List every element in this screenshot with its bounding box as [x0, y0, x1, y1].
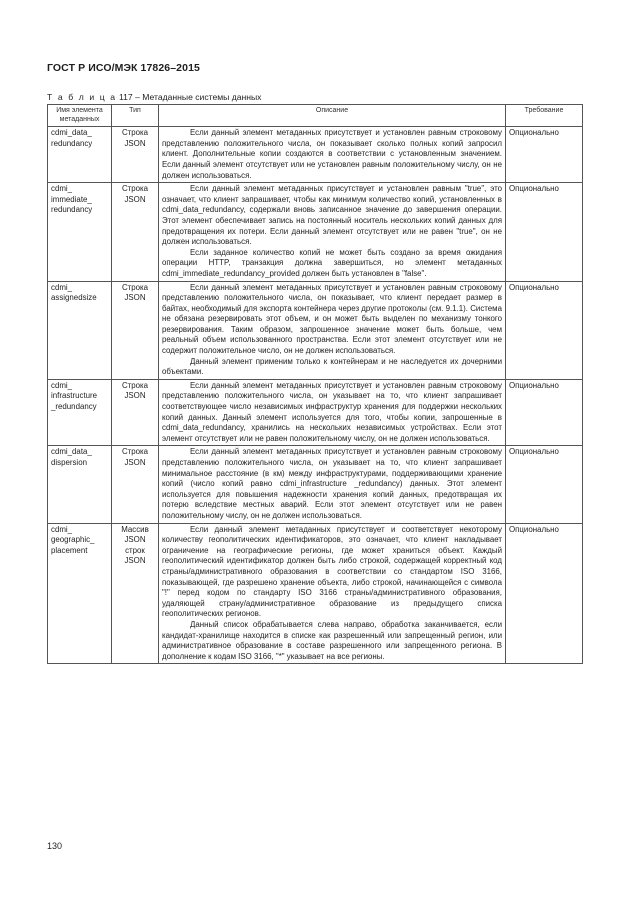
description-paragraph: Если данный элемент метаданных присутствует и установлен равным строковому представлению положительного числа, он указывает на то, что клиент запрашивает соответствующее число независимых инфраструктур хранения для поддержки нескольких копий данных. Данный элемент используется для того, чтобы копии, запрошенные в cdmi_data_redundancy, хранились на нескольких независимых устройствах. Если этот элемент отсутствует или не равен положительному числу, он не должен использоваться. — [162, 380, 502, 443]
table-row — [48, 281, 583, 379]
column-header-description: Описание — [159, 105, 506, 127]
element-requirement: Опционально — [506, 281, 583, 379]
element-description — [159, 281, 506, 379]
table-caption-label: Т а б л и ц а — [47, 92, 117, 102]
description-paragraph: Если данный элемент метаданных присутствует и соответствует некоторому количеству геополитических идентификаторов, это означает, что клиент накладывает ограничение на географические регионы, где может храниться объект. Каждый геополитический идентификатор должен быть либо строкой, содержащей корректный код страны/административного образования в соответствии со стандартом ISO 3166, показывающей, где разрешено хранение объекта, либо строкой, начинающейся с символа "!" перед кодом по стандарту ISO 3166 страны/административного образования, удаляющей страну/административное образование из предыдущего списка геополитических регионов. — [162, 524, 502, 619]
page-number: 130 — [47, 841, 63, 851]
metadata-table — [47, 104, 583, 664]
column-header-requirement: Требование — [506, 105, 583, 127]
element-type: Строка JSON — [112, 183, 159, 281]
element-type: Массив JSON строк JSON — [112, 523, 159, 664]
element-requirement: Опционально — [506, 446, 583, 523]
description-paragraph: Если данный элемент метаданных присутствует и установлен равным строковому представлению положительного числа, он показывает, что клиент передает размер в байтах, необходимый для экспорта контейнера через другие протоколы (см. 9.1.1). Система не обязана резервировать этот объем, и он может быть выделен по механизму тонкого резервирования. Таким образом, запрошенное значение может быть больше, чем реальный объем использованного пространства. Если этот элемент отсутствует или не содержит положительное число, он не должен использоваться. — [162, 282, 502, 356]
description-paragraph: Если данный элемент метаданных присутствует и установлен равным строковому представлению положительного числа, он указывает на то, что клиент запрашивает минимальное расстояние (в км) между инфраструктурами, поддерживающими хранение копий (число копий равно cdmi_infrastructure _redundancy) данных. Этот элемент используется для повышения надежности хранения копий данных, предотвращая их потерю вследствие местных аварий. Если этот элемент отсутствует или не равен положительному числу, он не должен использоваться. — [162, 447, 502, 520]
element-requirement: Опционально — [506, 127, 583, 183]
element-description — [159, 127, 506, 183]
element-name: cdmi_data_ redundancy — [48, 127, 112, 183]
table-caption — [47, 92, 261, 102]
element-name: cdmi_ assignedsize — [48, 281, 112, 379]
element-description — [159, 523, 506, 664]
description-paragraph: Если заданное количество копий не может быть создано за время ожидания операции HTTP, транзакция должна завершиться, но элемент метаданных cdmi_immediate_redundancy_provided должен быть установлен в "false". — [162, 247, 502, 278]
standard-header: ГОСТ Р ИСО/МЭК 17826–2015 — [47, 62, 200, 74]
table-caption-title: 117 – Метаданные системы данных — [116, 92, 262, 102]
element-name: cdmi_ immediate_ redundancy — [48, 183, 112, 281]
description-paragraph: Данный элемент применим только к контейнерам и не наследуется их дочерними объектами. — [162, 356, 502, 377]
element-type: Строка JSON — [112, 379, 159, 446]
table-row — [48, 379, 583, 446]
element-type: Строка JSON — [112, 127, 159, 183]
table-row — [48, 523, 583, 664]
description-paragraph: Данный список обрабатывается слева направо, обработка заканчивается, если кандидат-хранилище находится в списке как разрешенный или запрещенный регион, или административное образование в составе разрешенного или запрещенного региона. В дополнение к кодам ISO 3166, "*" указывает на все регионы. — [162, 619, 502, 661]
column-header-type: Тип — [112, 105, 159, 127]
element-type: Строка JSON — [112, 281, 159, 379]
table-row — [48, 183, 583, 281]
element-requirement: Опционально — [506, 379, 583, 446]
element-name: cdmi_ geographic_ placement — [48, 523, 112, 664]
element-description — [159, 446, 506, 523]
table-header-row — [48, 105, 583, 127]
element-name: cdmi_ infrastructure _redundancy — [48, 379, 112, 446]
element-requirement: Опционально — [506, 523, 583, 664]
element-requirement: Опционально — [506, 183, 583, 281]
element-name: cdmi_data_ dispersion — [48, 446, 112, 523]
table-row — [48, 127, 583, 183]
element-description — [159, 183, 506, 281]
table-row — [48, 446, 583, 523]
description-paragraph: Если данный элемент метаданных присутствует и установлен равным "true", это означает, что клиент запрашивает, чтобы как минимум количество копий, установленных в cdmi_data_redundancy, содержали вновь записанное значение до завершения операции. Этот элемент обеспечивает запись на постоянный носитель нескольких копий данных для предотвращения их потери. Если данный элемент отсутствует или не равен "true", он не должен использоваться. — [162, 184, 502, 247]
element-type: Строка JSON — [112, 446, 159, 523]
element-description — [159, 379, 506, 446]
column-header-name: Имя элемента метаданных — [48, 105, 112, 127]
description-paragraph: Если данный элемент метаданных присутствует и установлен равным строковому представлению положительного числа, он показывает сколько полных копий запросил клиент. Дополнительные копии создаются в соответствии с установленным значением. Если данный элемент отсутствует или не установлен равным положительному числу, он не должен использоваться. — [162, 128, 502, 180]
